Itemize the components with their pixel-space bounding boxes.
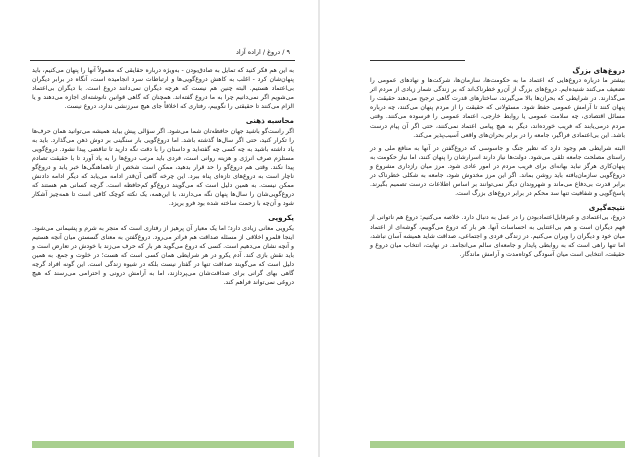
footer-bar	[32, 441, 294, 448]
section-title-mental-calculation: محاسبه ذهنی	[245, 116, 294, 126]
section-text-integrity: یکرویی معانی زیادی دارد؛ اما یک معیار آن پرهیز از رفتاری است که منجر به شرم و پشیمانی می‌شود. اینجا قلمرو اخلاقی از مسئله صداقت هم فراتر می‌رود. دروغ‌گفتن به معنای گسستن میان آنچه هستیم و آنچه نشان می‌دهیم است. کسی که دروغ می‌گوید هر بار که حرف می‌زند با خودش در تعارض است و باید نقش بازی کند. آدم یکرو در هر شرایطی همان کسی است که هست؛ در خلوت و جمع. به همین دلیل است که می‌گویند صداقت تنها در گفتار نیست بلکه در شیوه زندگی است. این گونه افراد گرچه گاهی بهای گرانی برای صداقت‌شان می‌پردازند، اما به آرامش درونی و احترامی می‌رسند که هیچ دروغی نمی‌تواند فراهم کند.	[32, 224, 294, 287]
section-text-conclusion: دروغ، بی‌اعتمادی و غیرقابل‌اعتمادبودن را در عمل به دنبال دارد. خلاصه می‌کنیم: دروغ هم ناتوانی از فهم دیگران است و هم بی‌اعتنایی به احساسات آنها. هر بار که دروغ می‌گوییم، گوشه‌ای از اعتماد میان خود و دیگران را ویران می‌کنیم. در زندگی فردی و اجتماعی، صداقت شاید همیشه آسان نباشد، اما تنها راهی است که به روابطی پایدار و جامعه‌ای سالم می‌انجامد. در نهایت، انتخاب میان دروغ و حقیقت، انتخابی است میان آسودگی کوتاه‌مدت و آرامش ماندگار.	[370, 214, 625, 258]
page-gutter	[318, 0, 320, 457]
section-text-big-lies: بیشتر ما درباره دروغ‌هایی که اعتماد ما به حکومت‌ها، سازمان‌ها، شرکت‌ها و نهادهای عمومی را تضعیف می‌کنند شنیده‌ایم. دروغ‌های بزرگ از آن‌رو خطرناک‌اند که بر زندگی شمار زیادی از مردم اثر می‌گذارند. در شرایطی که بحران‌ها بالا می‌گیرند، ساختارهای قدرت گاهی ترجیح می‌دهند حقیقت را پنهان کنند تا آرامش عمومی حفظ شود. مسئولانی که حقیقت را از مردم پنهان می‌کنند، چه درباره مسائل اقتصادی، چه سلامت عمومی یا روابط خارجی، اعتماد عمومی را فرسوده می‌کنند. وقتی مردم درمی‌یابند که فریب خورده‌اند، دیگر به هیچ پیامی اعتماد نمی‌کنند، حتی اگر آن پیام درست باشد. این بی‌اعتمادی فراگیر، جامعه را در برابر بحران‌های واقعی آسیب‌پذیر می‌کند.	[370, 77, 625, 139]
header-rule	[370, 60, 465, 61]
left-page	[10, 8, 310, 448]
right-page-content	[370, 66, 625, 263]
section-title-conclusion: نتیجه‌گیری	[588, 203, 625, 213]
section-text-big-lies-2: البته شرایطی هم وجود دارد که نظیر جنگ و جاسوسی که دروغ‌گفتن در آنها به منافع ملی و در راستای مصلحت جامعه تلقی می‌شود. دولت‌ها نیاز دارند اسرارشان را پنهان کنند، اما نیاز حکومت به پنهان‌کاری هرگز نباید بهانه‌ای برای فریب مردم در امور عادی شود. مرز میان رازداری مشروع و دروغ‌گویی سازمان‌یافته باید روشن بماند. اگر این مرز مخدوش شود، جامعه به شکلی خطرناک در برابر قدرت بی‌دفاع می‌ماند و شهروندان دیگر نمی‌توانند بر اساس اطلاعات درست تصمیم بگیرند. پاسخ‌گویی و شفافیت تنها سد محکم در برابر دروغ‌های بزرگ است.	[370, 144, 625, 198]
section-title-big-lies: دروغ‌های بزرگ	[572, 66, 625, 75]
intro-paragraph: به این هم فکر کنید که تمایل به صادق‌بودن - بەویژه درباره حقایقی که معمولاً آنها را پنهان می‌کنیم، باید پنهان‌شان کرد - اغلب به کاهش دروغ‌گویی‌ها و ارتباطات سرد انجامیده است، آنگاه در برابر دیگران بی‌اعتماد هستیم. البته چنین هم نیست که هرچه دیگران نمی‌دانند دروغ است. با دیگران بی‌اعتماد می‌شویم اگر نمی‌دانیم چرا به ما دروغ گفته‌اند. همچنان که گاهی قوانین نانوشته‌ای اجازه می‌دهند و یا الزام می‌کنند تا حقیقتی را نگوییم، رفتاری که اخلاقاً جای هیچ سرزنشی ندارد، دروغ نیست.	[32, 67, 294, 111]
left-page-content	[32, 66, 294, 291]
footer-bar	[370, 441, 625, 448]
section-title-integrity: یکرویی	[268, 213, 294, 223]
header-rule	[30, 60, 295, 61]
right-page	[330, 8, 630, 448]
running-head: ۹ / دروغ / اراده آزاد	[236, 48, 290, 56]
section-text-mental-calculation: اگر راست‌گو باشید جهان حافظه‌تان شما می‌شود. اگر سؤالی پیش بیاید همیشه می‌توانید همان حرف‌ها را تکرار کنید، حتی اگر سال‌ها گذشته باشد. اما دروغ‌گویی بار سنگینی بر دوش ذهن می‌گذارد. باید به یاد داشته باشید به چه کسی چه گفته‌اید و داستان را با دقت نگه دارید تا تناقضی پیدا نشود. دروغ‌گویی مستلزم صرف انرژی و هزینه روانی است، فردی باید مرتب دروغ‌ها را به یاد آورد تا با حقیقت تصادم پیدا نکند. وقتی هم دروغ‌گو را حد قرار بدهید، ممکن است شخص از ناهماهنگی‌ها خبر یابد و دروغ‌گو ناچار است به دروغ‌های تازه‌ای پناه ببرد. این چرخه گاهی آن‌قدر ادامه می‌یابد که دیگر ادامه دادنش ممکن نیست. به همین دلیل است که می‌گویند دروغ‌گو کم‌حافظه است. گرچه کسانی هم هستند که دروغ‌گویی‌شان را سال‌ها پنهان نگه می‌دارند، با این‌همه، یک نکته کوچک کافی است تا همه‌چیز آشکار شود و آن‌چه با زحمت ساخته شده بود فرو بریزد.	[32, 127, 294, 208]
